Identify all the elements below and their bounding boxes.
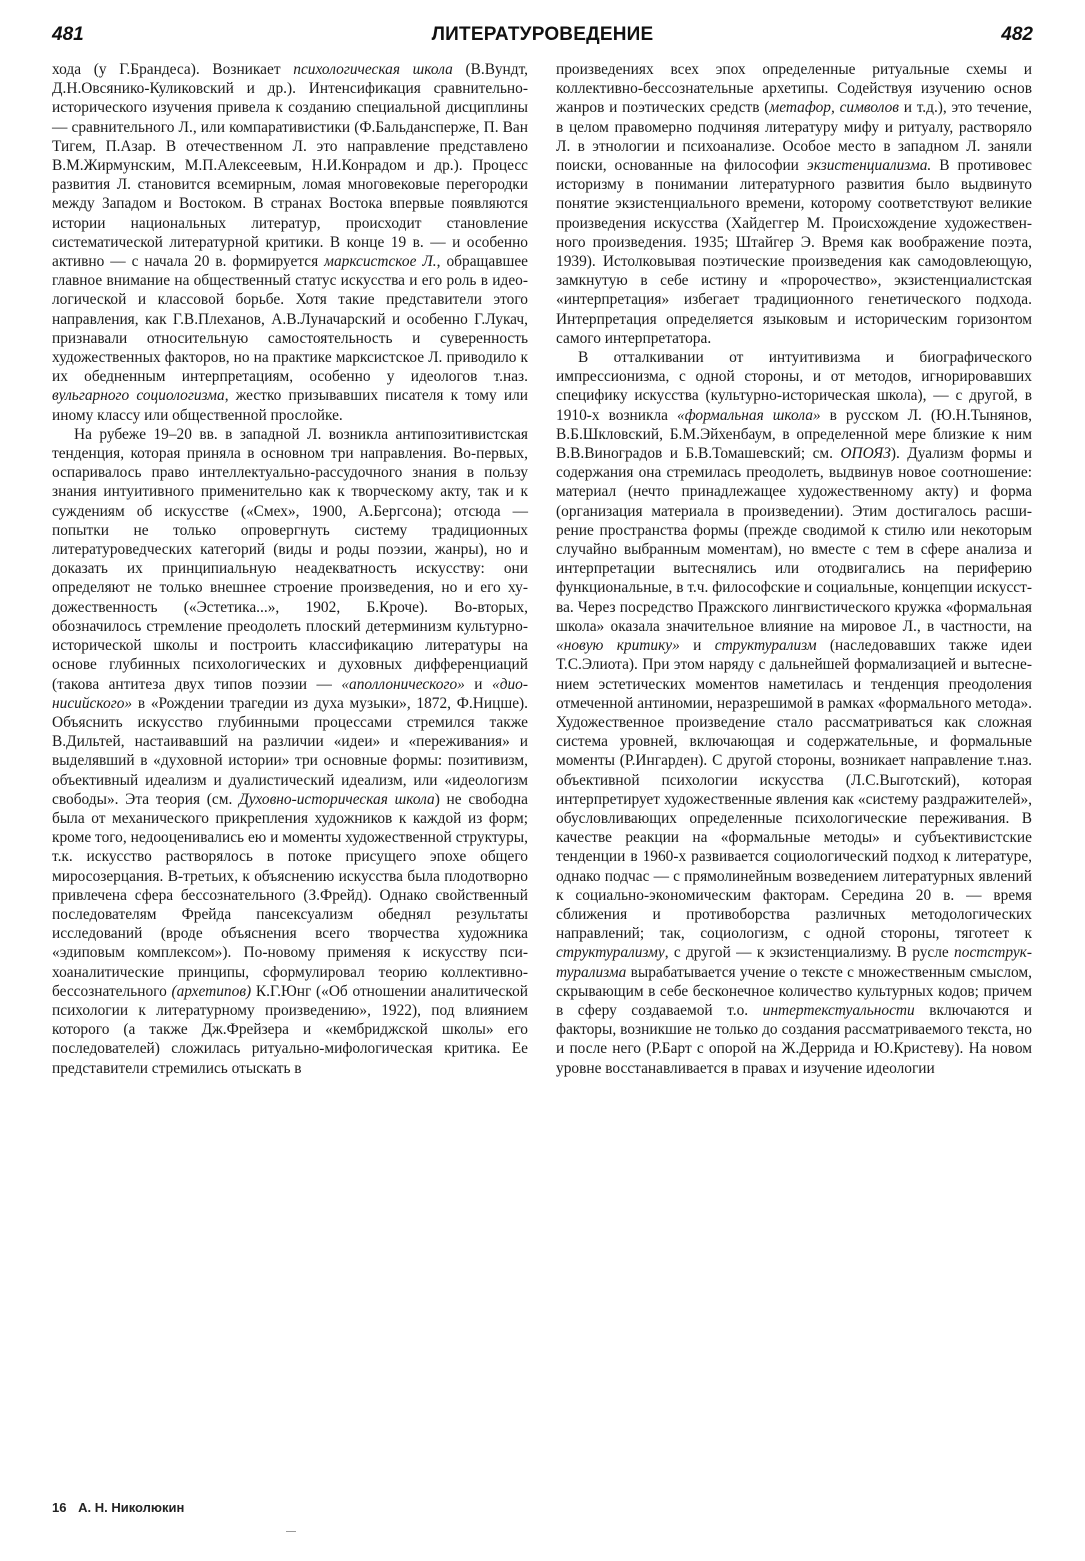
signature-number: 16	[52, 1500, 67, 1515]
text-run: К.Г.Юнг («Об отношении аналитической психологии к литературному произведению», 1922), под влиянием которого (а также Дж.Фрейзера и «кембриджской школы» его последователей) сложилась ритуально-мифологическая критика. Ее представители стремились отыскать в	[52, 982, 529, 1077]
page-footer	[52, 1500, 184, 1515]
text-run: хода (у Г.Брандеса). Возникает	[52, 61, 294, 78]
italic-term: «аполлонического»	[341, 675, 465, 693]
italic-term: метафор, символов	[769, 99, 899, 117]
text-run: На рубеже 19–20 вв. в западной Л. возникла антипозитивистская тенденция, которая приняла в основном три направления. Во-первых, оспаривалось право интеллектуально-рассудочного знания в пользу знания интуитивного применительно как к творческому акту, так и к суждениям об искусстве («Смех», 1900, А.Бергсона); отсюда — попытки не только опровергнуть систему традиционных литературоведческих категорий (виды и роды поэзии, жанры), но и доказать их принципиальную неадекватность искусству: они определяют не только внешнее строение произведения, но и его художественность («Эстетика...», 1902, Б.Кроче). Во-вторых, обозначилось стремление преодолеть плоский детерминизм культурно-исторической школы и построить классификацию литературы на основе глубинных психологических и духовных дифференциаций (такова антитеза двух типов поэзии —	[52, 425, 528, 693]
text-run: В противовес историзму в понимании литературного развития было выдвинуто понятие экзистенциального времени, которому соответствуют великие произведения искусства (Хайдеггер М. Происхождение художественного произведения. 1935; Штайгер Э. Время как воображение поэта, 1939). Истолковывая поэтические произведения как самодовлеющую, замкнутую в себе истину и «пророчество», экзистенциалистская «интерпретация» избегает традиционного генетического подхода. Интерпретация определяется языковым и историческим горизонтом самого интерпретатора.	[556, 157, 1032, 347]
text-run: вырабатывается учение о тексте с множественным смыслом, скрывающим в себе бесконечное количество культурных кодов; причем в сферу создаваемой т.о.	[556, 963, 1032, 1019]
text-run: , обращавшее главное внимание на общественный статус искусства и его роль в идеологической и классовой борьбе. Хотя такие представители этого направления, как Г.В.Плеханов, А.В.Луначарский и особенно Г.Лукач, признавали относительную самостоятельность и суверенность художественных факторов, но на практике марксистское Л. приводило к их обедненным интерпретациям, особенно у идеологов т.наз.	[52, 253, 528, 386]
italic-term: вульгарного социологизма	[52, 387, 225, 405]
paragraph	[52, 60, 528, 425]
text-run: ) не свободна была от механического прикрепления художников к каждой из форм; кроме того, недооценивались ею и моменты художественной структуры, т.к. искусство растворялось в потоке присущего эпохе общего миросозерцания. В-третьих, к объяснению искусства была плодотворно привлечена сфера бессознательного (З.Фрейд). Однако свойственный последователям Фрейда пансексуализм обеднял результаты исследований (вроде объяснения всего творчества художника «эдиповым комплексом»). По-новому применяя к искусству психоаналитические принципы, сформулировал теорию коллективно-бессознательного	[52, 790, 528, 1000]
italic-term: «формальная школа»	[677, 406, 821, 424]
italic-term: структурализму	[556, 944, 665, 962]
italic-term: ОПОЯЗ	[840, 445, 891, 463]
page-number-right: 482	[1001, 24, 1033, 45]
paragraph	[556, 60, 1032, 348]
text-run: включаются и факторы, возникшие не только до создания рассматриваемого текста, но и после него (Р.Барт с опорой на Ж.Деррида и Ю.Кристеву). На новом уровне восстанавливается в правах и изучение идеологии	[556, 1001, 1032, 1077]
footer-author: А. Н. Николюкин	[78, 1500, 185, 1515]
text-run: , с другой — к экзистенциализму. В русле	[664, 944, 955, 962]
text-run: и	[679, 637, 715, 655]
paragraph	[556, 348, 1032, 1078]
paragraph	[52, 425, 528, 1078]
text-run: произведениях всех эпох определенные ритуальные схемы и коллективно-бессознательные архетипы. Содействуя изучению основ жанров и поэтических средств (	[556, 61, 1032, 117]
page-number-left: 481	[52, 24, 84, 45]
text-run: , жестко призывавших писателя к тому или иному классу или общественной прослойке.	[52, 387, 528, 424]
italic-term: «новую критику»	[556, 637, 680, 655]
left-column	[52, 60, 528, 1078]
text-run: в русском Л. (Ю.Н.Тынянов, В.Б.Шкловский, Б.М.Эйхенбаум, в определенной мере близкие к ним В.В.Виноградов и Б.В.Томашевский; см.	[556, 406, 1032, 463]
italic-term: экзистенциализма.	[806, 157, 932, 175]
text-run: и т.д.), это течение, в целом правомерно подчиняя литературу мифу и ритуалу, растворяло Л. в этнологии и психоанализе. Особое место в западном Л. заняли поиски, основанные на философии	[556, 99, 1032, 175]
italic-term: интертекстуальности	[762, 1001, 915, 1019]
running-head	[52, 24, 1033, 54]
text-run: (наследовавших также идеи Т.С.Элиота). При этом наряду с дальнейшей формализацией и вытеснением эстетических моментов наметилась и тенденция преодоления отмеченной антиномии, неразрешимой в рамках «формального метода». Художественное произведение стало рассматриваться как сложная система уровней, включающая и содержательные, и формальные моменты (Р.Ингарден). С другой стороны, возникает направление т.наз. объективной психологии искусства (Л.С.Выготский), которая интерпретирует художественные явления как «систему раздражителей», обусловливающих определенные психологические переживания. В качестве реакции на «формальные методы» и субъективистские тенденции в 1960-х развивается социологический подход к литературе, однако подчас — с прямолинейным возведением литературных явлений к социально-экономическим факторам. Середина 20 в. — время сближения и противоборства различных методологических направлений; так, социологизм, с одной стороны, тяготеет к	[556, 637, 1032, 943]
text-run: и	[464, 675, 492, 693]
italic-term: постструктурализма	[556, 944, 1032, 981]
italic-term: Духовно-историческая школа	[239, 790, 435, 808]
text-run: ). Дуализм формы и содержания она стремилась преодолеть, выдвинув новое соотношение: материал (нечто принадлежащее художественному акту) и форма (организация материала в произведении). Этим достигалось расширение пространства формы (прежде сводимой к стилю или некоторым случайно выбранным моментам), но вместе с тем в сфере анализа и интерпретации вытеснялись или отодвигались на периферию функциональные, в т.ч. философские и социальные, концепции искусства. Через посредство Пражского лингвистического кружка «формальная школа» оказала значительное влияние на мировое Л., в частности, на	[556, 445, 1032, 635]
right-column	[556, 60, 1032, 1078]
print-mark	[286, 1531, 296, 1532]
italic-term: структурализм	[714, 637, 817, 655]
text-run: В отталкивании от интуитивизма и биографического импрессионизма, с одной стороны, и от методов, игнорировавших специфику искусства (культурно-историческая школа), — с другой, в 1910-х возникла	[556, 349, 1032, 424]
text-run: (В.Вундт, Д.Н.Овсянико-Куликовский и др.). Интенсификация сравнительно-исторического изучения привела к созданию специальной дисциплины — сравнительного Л., или компаративистики (Ф.Бальдансперже, П. Ван Тигем, П.Азар. В отечественном Л. это направление представлено В.М.Жирмунским, М.П.Алексеевым, Н.И.Конрадом и др.). Процесс развития Л. становится всемирным, ломая многовековые перегородки между Западом и Востоком. В странах Востока впервые появляются истории национальных литератур, происходит становление систематической литературной критики. В конце 19 в. — и особенно активно — с начала 20 в. формируется	[52, 61, 529, 271]
italic-term: марксистское Л.	[324, 253, 437, 271]
italic-term: (архетипов)	[171, 982, 252, 1000]
italic-term: «дионисийского»	[52, 675, 529, 712]
page-title: ЛИТЕРАТУРОВЕДЕНИЕ	[431, 24, 654, 45]
italic-term: психологическая школа	[293, 61, 453, 78]
text-run: в «Рождении трагедии из духа музыки», 1872, Ф.Ницше). Объяснить искусство глубинными процессами стремился также В.Дильтей, настаивавший на различии «идеи» и «переживания» и выделявший в «духовной истории» три основные формы: позитивизм, объективный идеализм и дуалистический идеализм, или «идеологизм свободы». Эта теория (см.	[52, 694, 528, 808]
